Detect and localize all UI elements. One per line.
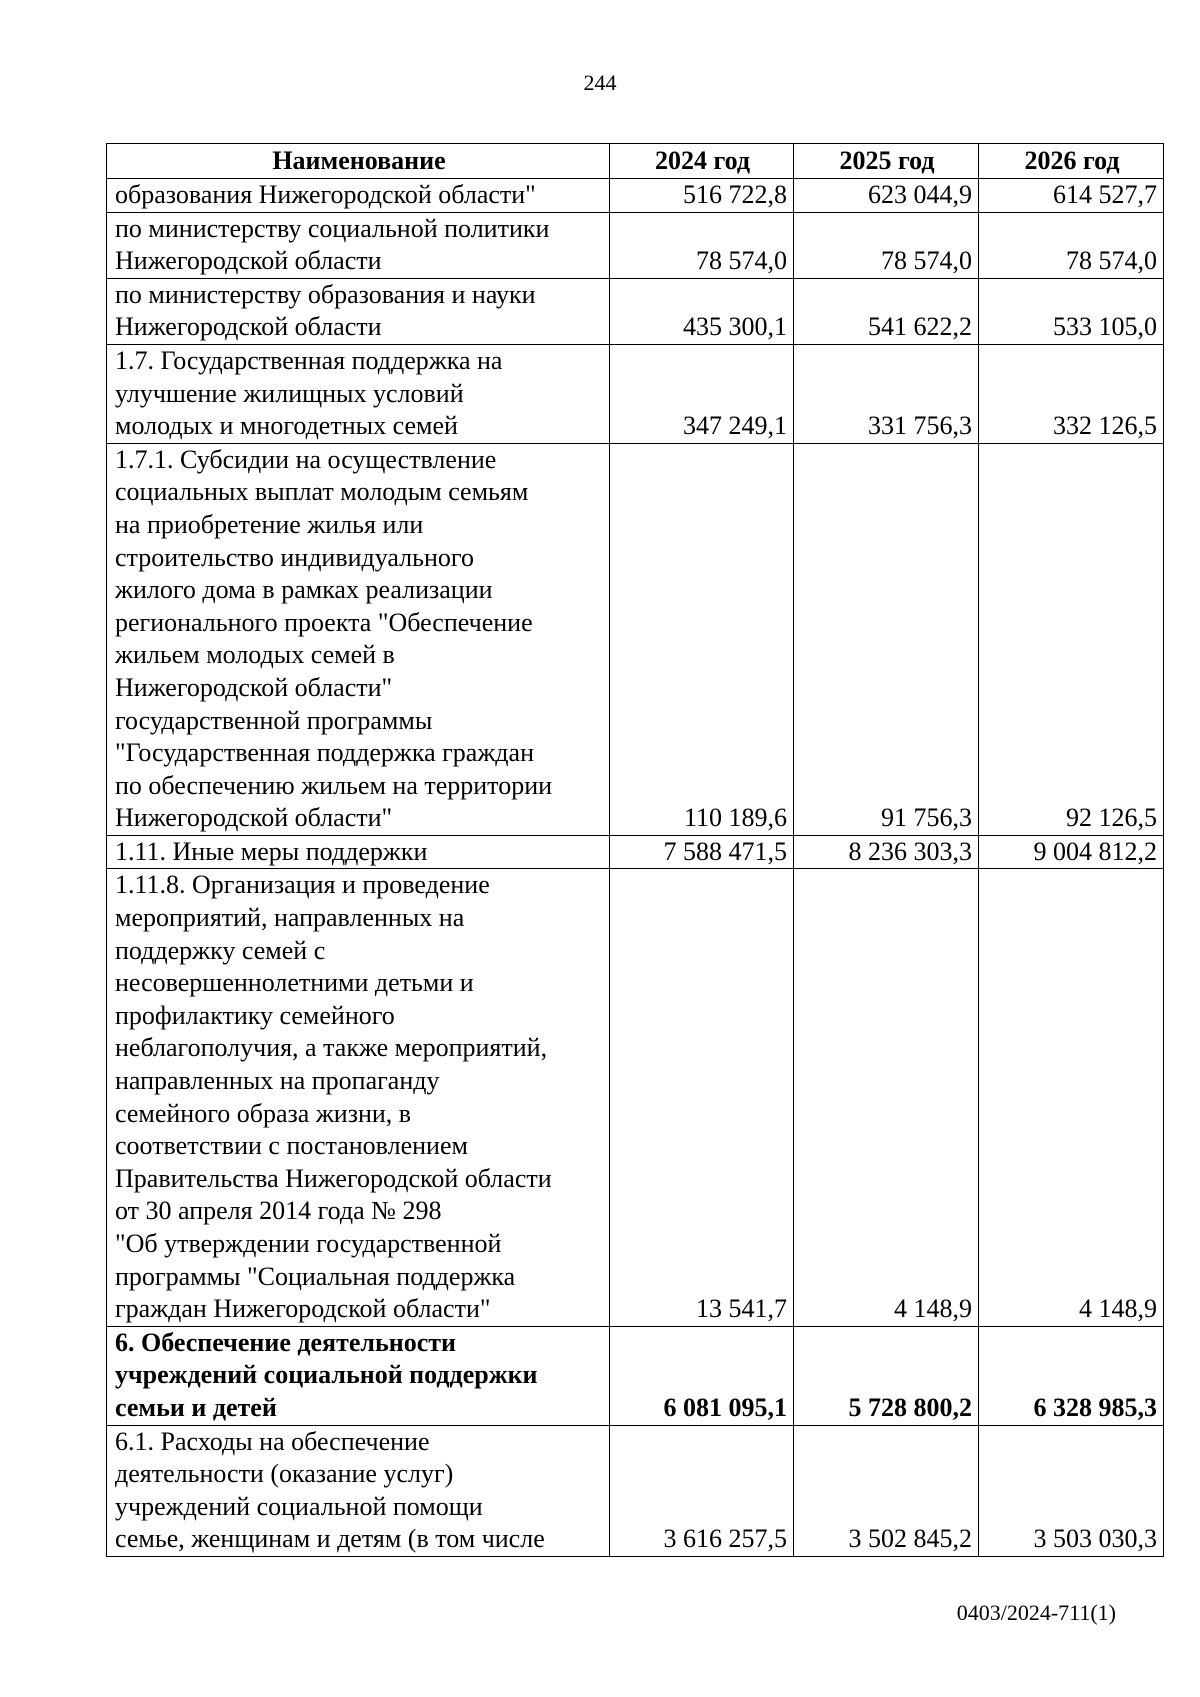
row-value-2025: 91 756,3 bbox=[794, 443, 979, 835]
row-value-2026: 78 574,0 bbox=[979, 212, 1164, 278]
row-value-2025: 3 502 845,2 bbox=[794, 1425, 979, 1556]
row-value-2024: 435 300,1 bbox=[610, 278, 794, 344]
row-value-2026: 92 126,5 bbox=[979, 443, 1164, 835]
row-value-2026: 614 527,7 bbox=[979, 179, 1164, 213]
row-value-2024: 78 574,0 bbox=[610, 212, 794, 278]
document-code: 0403/2024-711(1) bbox=[956, 1600, 1116, 1625]
table-row bbox=[107, 835, 1164, 869]
table-header-row bbox=[107, 144, 1164, 179]
row-name: образования Нижегородской области" bbox=[107, 179, 610, 213]
table-row bbox=[107, 179, 1164, 213]
row-value-2025: 541 622,2 bbox=[794, 278, 979, 344]
row-name: 1.7. Государственная поддержка на улучшение жилищных условий молодых и многодетных семей bbox=[107, 344, 610, 443]
header-2025: 2025 год bbox=[794, 144, 979, 179]
table-row bbox=[107, 1425, 1164, 1556]
row-value-2024: 7 588 471,5 bbox=[610, 835, 794, 869]
row-value-2026: 6 328 985,3 bbox=[979, 1326, 1164, 1425]
row-name: 6. Обеспечение деятельности учреждений социальной поддержки семьи и детей bbox=[107, 1326, 610, 1425]
table-row bbox=[107, 443, 1164, 835]
row-name: 6.1. Расходы на обеспечение деятельности (оказание услуг) учреждений социальной помощи семье, женщинам и детям (в том числе bbox=[107, 1425, 610, 1556]
row-value-2025: 4 148,9 bbox=[794, 869, 979, 1326]
header-2024: 2024 год bbox=[610, 144, 794, 179]
row-value-2026: 533 105,0 bbox=[979, 278, 1164, 344]
row-value-2026: 3 503 030,3 bbox=[979, 1425, 1164, 1556]
row-value-2025: 623 044,9 bbox=[794, 179, 979, 213]
row-name: по министерству образования и науки Нижегородской области bbox=[107, 278, 610, 344]
row-value-2026: 332 126,5 bbox=[979, 344, 1164, 443]
row-name: 1.11. Иные меры поддержки bbox=[107, 835, 610, 869]
row-name: по министерству социальной политики Нижегородской области bbox=[107, 212, 610, 278]
row-value-2024: 3 616 257,5 bbox=[610, 1425, 794, 1556]
table-row bbox=[107, 869, 1164, 1326]
row-value-2025: 78 574,0 bbox=[794, 212, 979, 278]
row-value-2024: 110 189,6 bbox=[610, 443, 794, 835]
table-row-section-total bbox=[107, 1326, 1164, 1425]
table-row bbox=[107, 278, 1164, 344]
row-value-2026: 9 004 812,2 bbox=[979, 835, 1164, 869]
header-name: Наименование bbox=[107, 144, 610, 179]
row-value-2025: 331 756,3 bbox=[794, 344, 979, 443]
header-2026: 2026 год bbox=[979, 144, 1164, 179]
row-value-2026: 4 148,9 bbox=[979, 869, 1164, 1326]
row-value-2024: 13 541,7 bbox=[610, 869, 794, 1326]
row-value-2024: 516 722,8 bbox=[610, 179, 794, 213]
row-value-2025: 5 728 800,2 bbox=[794, 1326, 979, 1425]
row-value-2024: 347 249,1 bbox=[610, 344, 794, 443]
table-row bbox=[107, 212, 1164, 278]
row-name: 1.7.1. Субсидии на осуществление социальных выплат молодым семьям на приобретение жилья или строительство индивидуального жилого дома в рамках реализации регионального проекта "Обеспечение жильем молодых семей в Нижегородской области" государственной программы "Государственная поддержка граждан по обеспечению жильем на территории Нижегородской области" bbox=[107, 443, 610, 835]
budget-table bbox=[106, 143, 1164, 1557]
row-name: 1.11.8. Организация и проведение мероприятий, направленных на поддержку семей с несовершеннолетними детьми и профилактику семейного неблагополучия, а также мероприятий, направленных на пропаганду семейного образа жизни, в соответствии с постановлением Правительства Нижегородской области от 30 апреля 2014 года № 298 "Об утверждении государственной программы "Социальная поддержка граждан Нижегородской области" bbox=[107, 869, 610, 1326]
page-number: 244 bbox=[583, 70, 617, 95]
table-row bbox=[107, 344, 1164, 443]
row-value-2025: 8 236 303,3 bbox=[794, 835, 979, 869]
row-value-2024: 6 081 095,1 bbox=[610, 1326, 794, 1425]
